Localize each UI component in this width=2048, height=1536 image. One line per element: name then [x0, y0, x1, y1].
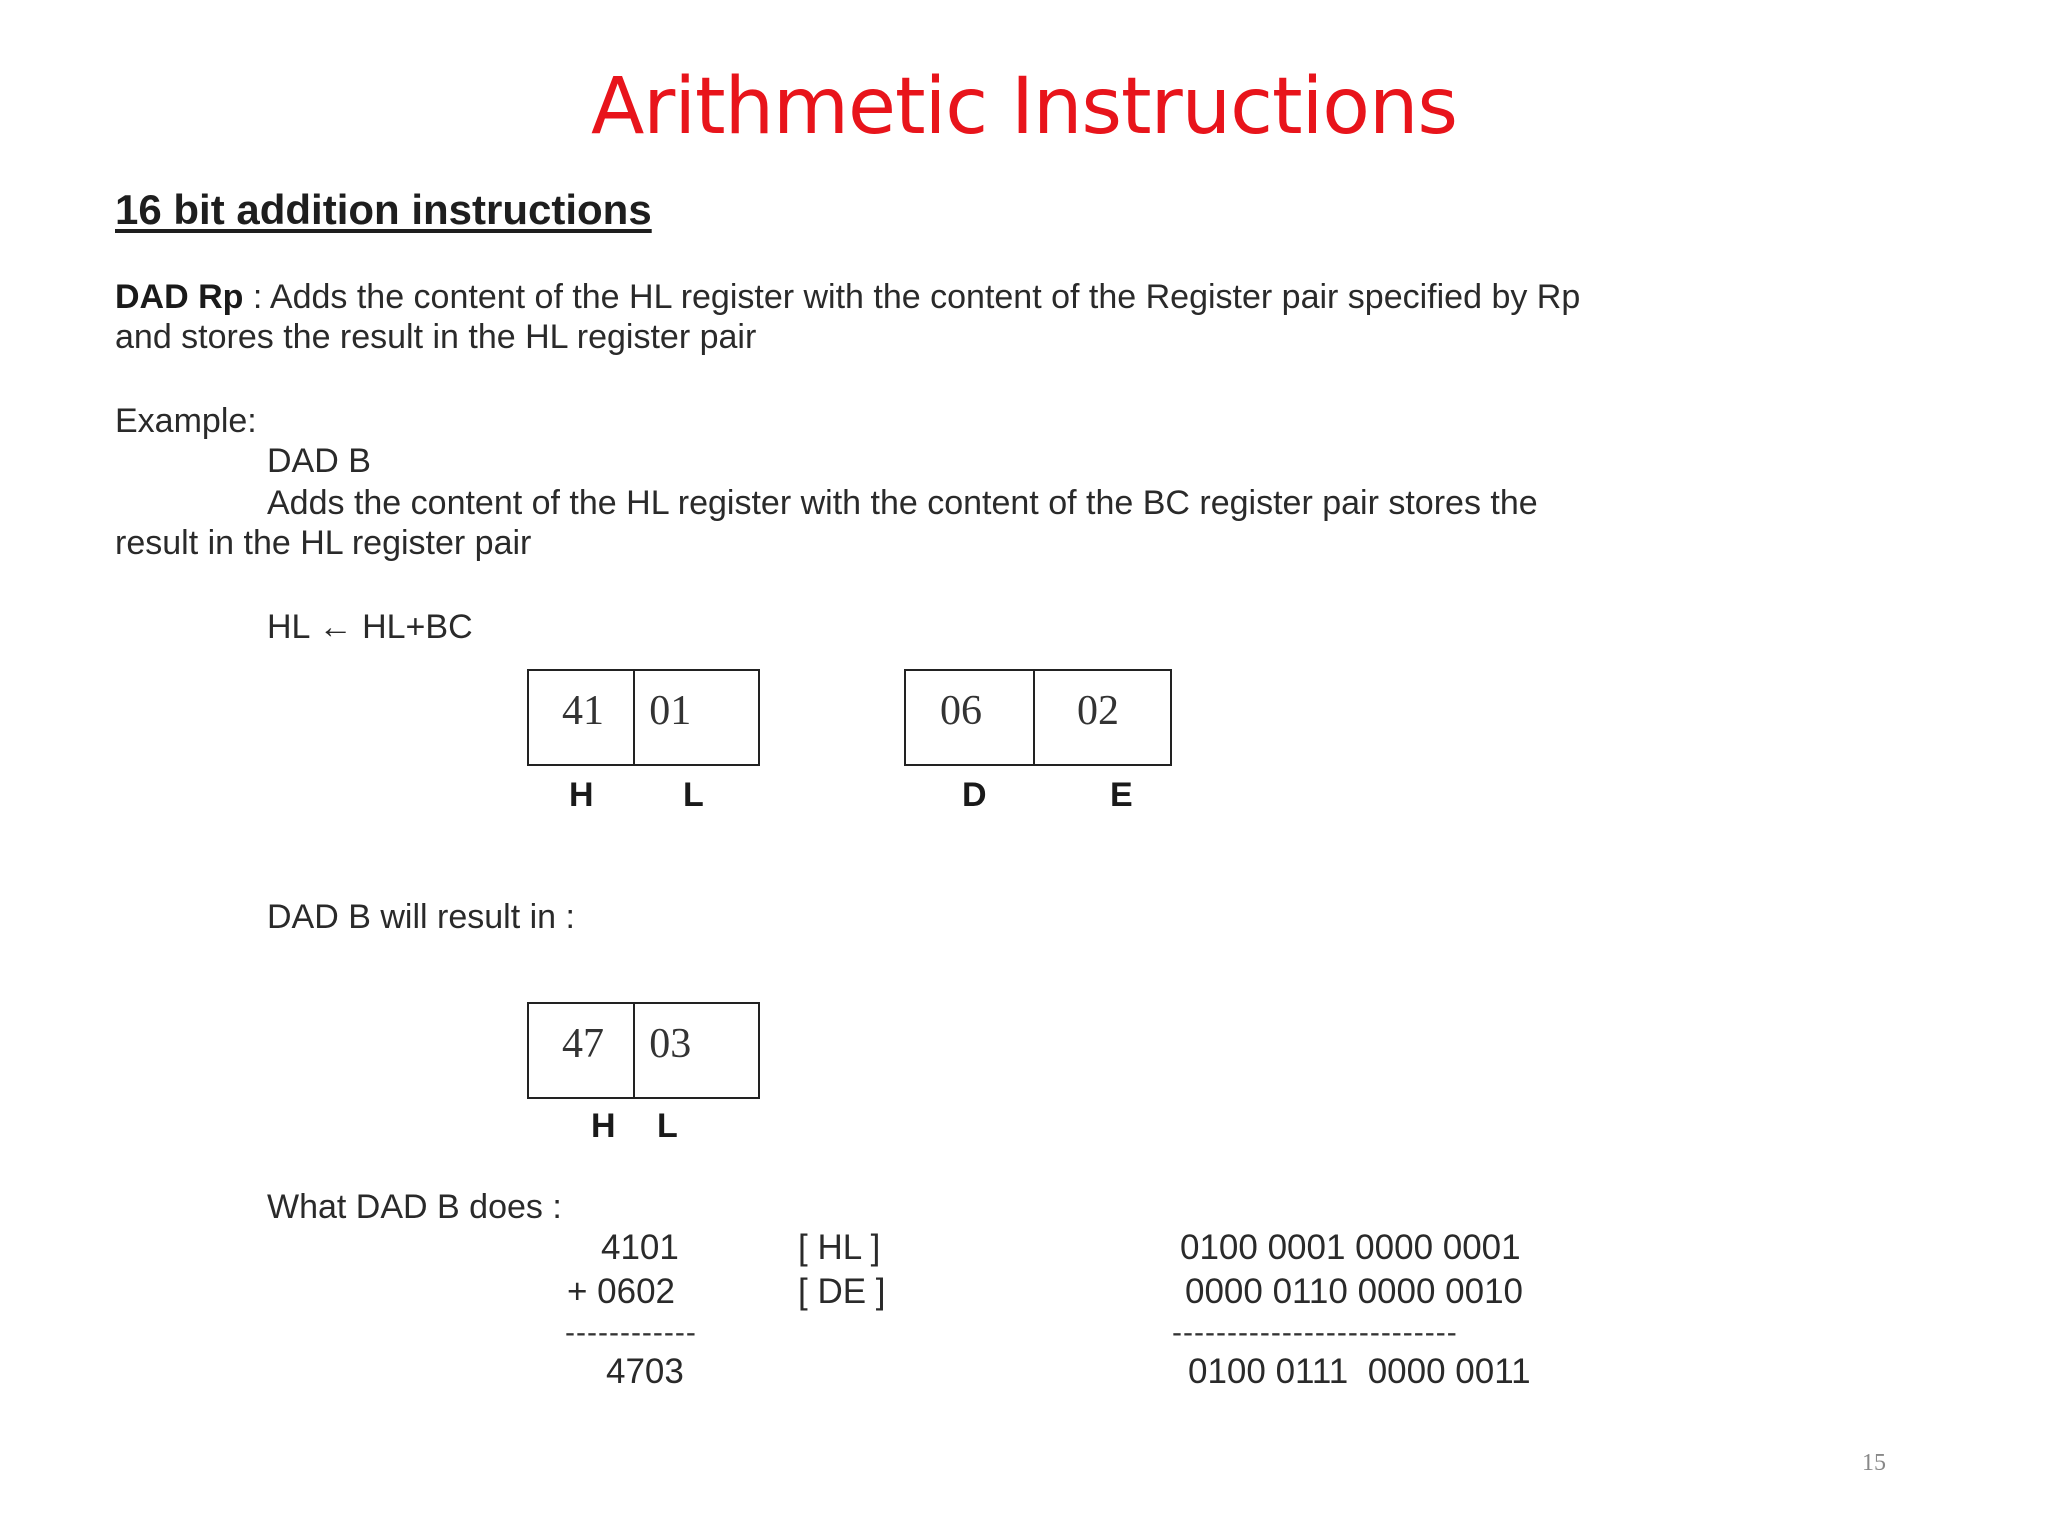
operand-2: + 0602	[567, 1272, 676, 1311]
example-description-line-1: Adds the content of the HL register with the content of the BC register pair stores the	[267, 484, 1538, 522]
section-heading: 16 bit addition instructions	[115, 186, 652, 233]
operation-formula: HL ← HL+BC	[267, 608, 473, 646]
slide-title: Arithmetic Instructions	[590, 62, 1458, 152]
binary-sum: 0100 0111 0000 0011	[1188, 1352, 1531, 1391]
h-register-label: H	[569, 776, 594, 814]
d-register-label: D	[962, 776, 987, 814]
d-register-cell: 06	[906, 671, 1035, 764]
binary-sum-divider: --------------------------	[1172, 1316, 1458, 1349]
definition-line-2: and stores the result in the HL register pair	[115, 318, 757, 356]
example-label: Example:	[115, 402, 257, 440]
definition-line-1	[115, 278, 1580, 317]
e-register-label: E	[1110, 776, 1133, 814]
page-number: 15	[1862, 1450, 1886, 1476]
binary-operand-1: 0100 0001 0000 0001	[1180, 1228, 1521, 1267]
hl-register-after	[527, 1002, 760, 1099]
operand-1-tag: [ HL ]	[798, 1228, 881, 1267]
h-register-cell: 41	[529, 671, 635, 764]
l-register-cell: 01	[649, 688, 692, 734]
hl-register-before	[527, 669, 760, 766]
example-description-line-2: result in the HL register pair	[115, 524, 532, 562]
de-register	[904, 669, 1172, 766]
operand-1: 4101	[601, 1228, 679, 1267]
definition-term: DAD Rp	[115, 278, 244, 316]
example-instruction: DAD B	[267, 442, 371, 480]
l-register-label: L	[683, 776, 704, 814]
definition-text: : Adds the content of the HL register with the content of the Register pair specified by Rp	[243, 278, 1581, 316]
hex-sum: 4703	[606, 1352, 684, 1391]
l-register-result-cell: 03	[649, 1021, 692, 1067]
h-register-result-cell: 47	[529, 1004, 635, 1097]
h-register-result-label: H	[591, 1107, 616, 1145]
l-register-result-label: L	[657, 1107, 678, 1145]
operand-2-tag: [ DE ]	[798, 1272, 886, 1311]
e-register-cell: 02	[1077, 688, 1119, 734]
binary-operand-2: 0000 0110 0000 0010	[1185, 1272, 1524, 1311]
calculation-caption: What DAD B does :	[267, 1188, 562, 1226]
result-caption: DAD B will result in :	[267, 898, 575, 936]
hex-sum-divider: ------------	[565, 1316, 697, 1349]
